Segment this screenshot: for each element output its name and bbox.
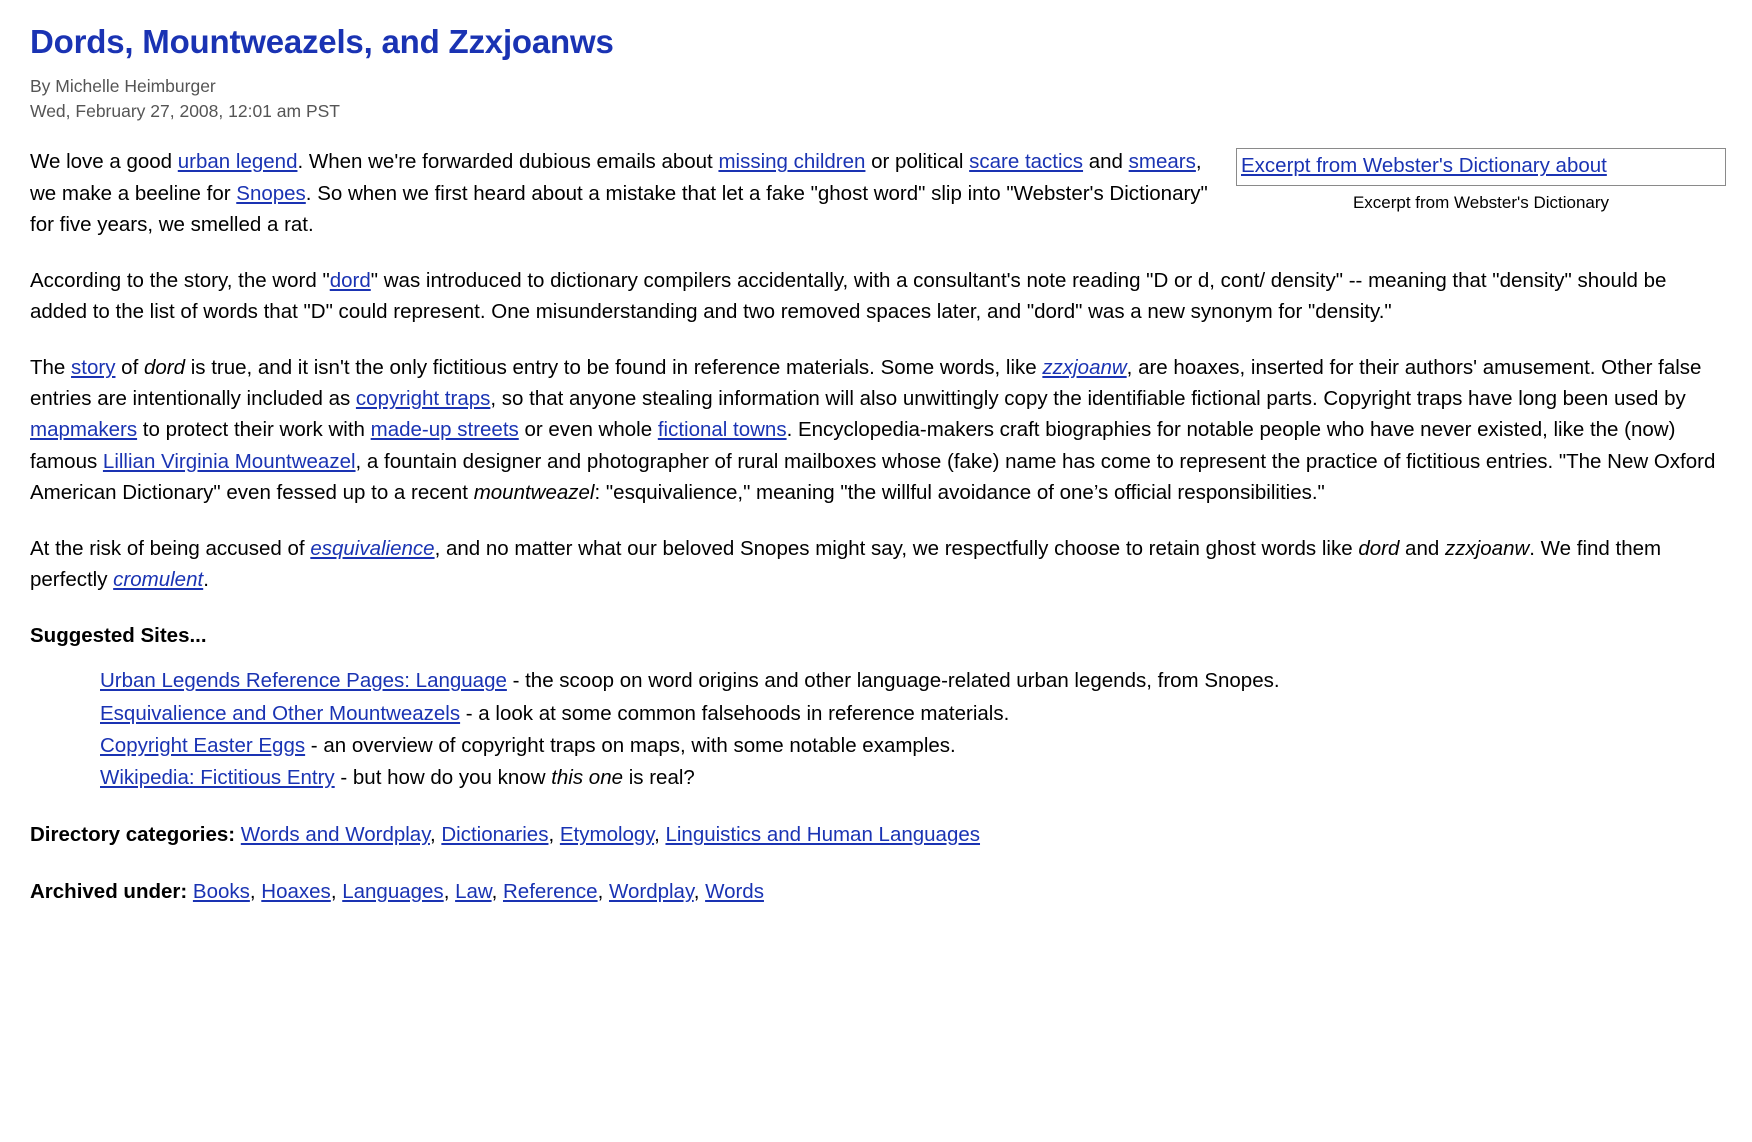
excerpt-image-link[interactable]: Excerpt from Webster's Dictionary about xyxy=(1241,154,1607,178)
directory-categories xyxy=(30,820,1726,851)
suggested-link-wikipedia-fictitious-entry[interactable]: Wikipedia: Fictitious Entry xyxy=(100,765,335,789)
text: and xyxy=(1083,150,1129,174)
separator: , xyxy=(693,879,706,903)
archived-link-languages[interactable]: Languages xyxy=(342,879,444,903)
emphasis-zzxjoanw: zzxjoanw xyxy=(1444,536,1530,560)
link-story[interactable]: story xyxy=(71,356,116,380)
archived-link-hoaxes[interactable]: Hoaxes xyxy=(261,879,331,903)
text: At the risk of being accused of xyxy=(30,536,311,560)
separator: , xyxy=(443,879,456,903)
text: is true, and it isn't the only fictitious entry to be found in reference materials. Some words, like xyxy=(185,356,1043,380)
separator: , xyxy=(654,823,666,847)
text: or even whole xyxy=(518,418,658,442)
suggested-desc: - a look at some common falsehoods in reference materials. xyxy=(460,701,1010,725)
suggested-link-urban-legends-reference-pages[interactable]: Urban Legends Reference Pages: Language xyxy=(100,669,507,693)
text: . We find them perfectly xyxy=(30,536,1662,592)
text: : "esquivalience," meaning "the willful avoidance of one’s official responsibilities." xyxy=(594,480,1325,504)
byline-date: Wed, February 27, 2008, 12:01 am PST xyxy=(30,100,340,121)
text: . When we're forwarded dubious emails about xyxy=(297,150,719,174)
link-lillian-virginia-mountweazel[interactable]: Lillian Virginia Mountweazel xyxy=(102,449,356,473)
list-item xyxy=(100,762,1726,794)
text: , and no matter what our beloved Snopes might say, we respectfully choose to retain ghost words like xyxy=(434,536,1359,560)
article-body xyxy=(30,146,1726,907)
suggested-link-esquivalience-and-other-mountweazels[interactable]: Esquivalience and Other Mountweazels xyxy=(100,701,461,725)
byline-author: By Michelle Heimburger xyxy=(30,75,216,96)
archived-under xyxy=(30,877,1726,908)
text: We love a good xyxy=(30,150,178,174)
separator: , xyxy=(491,879,503,903)
text: , a fountain designer and photographer of rural mailboxes whose (fake) name has come to represent the practice of fictitious entries. "The New Oxford American Dictionary" even fessed up to a recent xyxy=(30,449,1716,504)
link-missing-children[interactable]: missing children xyxy=(718,150,866,174)
link-snopes[interactable]: Snopes xyxy=(236,181,306,205)
text: of xyxy=(115,356,144,380)
list-item xyxy=(100,665,1726,697)
link-fictional-towns[interactable]: fictional towns xyxy=(657,418,787,442)
separator: , xyxy=(249,879,262,903)
link-scare-tactics[interactable]: scare tactics xyxy=(969,150,1084,174)
link-smears[interactable]: smears xyxy=(1128,150,1196,174)
suggested-sites-list xyxy=(100,665,1726,794)
separator: , xyxy=(429,823,442,847)
emphasis-this-one: this one xyxy=(551,765,624,789)
suggested-desc: - but how do you know xyxy=(334,765,552,789)
suggested-desc: - the scoop on word origins and other language-related urban legends, from Snopes. xyxy=(506,669,1280,693)
excerpt-caption: Excerpt from Webster's Dictionary xyxy=(1352,192,1610,212)
list-item xyxy=(100,698,1726,730)
paragraph-4 xyxy=(30,533,1726,595)
text: . xyxy=(203,568,209,592)
suggested-desc: is real? xyxy=(623,765,695,789)
text: , so that anyone stealing information will also unwittingly copy the identifiable fictional parts. Copyright traps have long been used by xyxy=(490,387,1686,411)
paragraph-3 xyxy=(30,352,1726,508)
link-made-up-streets[interactable]: made-up streets xyxy=(370,418,519,442)
directory-link-words-and-wordplay[interactable]: Words and Wordplay xyxy=(240,823,430,847)
suggested-sites-heading: Suggested Sites... xyxy=(30,624,207,648)
suggested-link-copyright-easter-eggs[interactable]: Copyright Easter Eggs xyxy=(100,733,306,757)
directory-link-etymology[interactable]: Etymology xyxy=(559,823,655,847)
text: . So when we first heard about a mistake that let a fake "ghost word" slip into "Webster's Dictionary" for five years, we smelled a rat. xyxy=(30,181,1208,236)
text: , we make a beeline for xyxy=(30,150,1202,205)
separator: , xyxy=(330,879,343,903)
suggested-desc: - an overview of copyright traps on maps, with some notable examples. xyxy=(305,733,956,757)
separator: , xyxy=(597,879,609,903)
archived-link-words[interactable]: Words xyxy=(705,879,764,903)
paragraph-2 xyxy=(30,265,1726,327)
emphasis-dord: dord xyxy=(143,356,185,380)
link-mapmakers[interactable]: mapmakers xyxy=(30,418,138,442)
archived-link-reference[interactable]: Reference xyxy=(502,879,598,903)
directory-link-linguistics-and-human-languages[interactable]: Linguistics and Human Languages xyxy=(665,823,981,847)
separator: , xyxy=(548,823,560,847)
list-item xyxy=(100,730,1726,762)
archived-under-label: Archived under: xyxy=(30,879,188,903)
byline xyxy=(30,74,1726,125)
emphasis-mountweazel: mountweazel xyxy=(473,480,595,504)
directory-link-dictionaries[interactable]: Dictionaries xyxy=(441,823,549,847)
archived-link-law[interactable]: Law xyxy=(455,879,492,903)
text: " was introduced to dictionary compilers accidentally, with a consultant's note reading "D or d, cont/ density" -- meaning that "density" should be added to the list of words that "D" could represent. One misunderstanding and two removed spaces later, and "dord" was a new synonym for "density." xyxy=(30,268,1667,323)
excerpt-figure xyxy=(1236,148,1726,215)
text: . Encyclopedia-makers craft biographies for notable people who have never existed, like the (now) famous xyxy=(30,418,1676,473)
emphasis-dord-2: dord xyxy=(1358,536,1400,560)
excerpt-image-frame xyxy=(1236,148,1726,185)
text: , are hoaxes, inserted for their authors' amusement. Other false entries are intentionally included as xyxy=(30,356,1702,411)
archived-link-books[interactable]: Books xyxy=(192,879,250,903)
page-title: Dords, Mountweazels, and Zzxjoanws xyxy=(30,23,614,60)
link-urban-legend[interactable]: urban legend xyxy=(177,150,298,174)
link-copyright-traps[interactable]: copyright traps xyxy=(355,387,491,411)
directory-categories-label: Directory categories: xyxy=(30,823,236,847)
text: According to the story, the word " xyxy=(30,268,330,292)
text: The xyxy=(30,356,72,380)
link-cromulent[interactable]: cromulent xyxy=(113,568,204,592)
link-esquivalience[interactable]: esquivalience xyxy=(310,536,435,560)
link-zzxjoanw[interactable]: zzxjoanw xyxy=(1042,356,1127,380)
link-dord[interactable]: dord xyxy=(329,268,371,292)
text: to protect their work with xyxy=(137,418,371,442)
archived-link-wordplay[interactable]: Wordplay xyxy=(608,879,694,903)
text: and xyxy=(1399,536,1445,560)
text: or political xyxy=(865,150,970,174)
